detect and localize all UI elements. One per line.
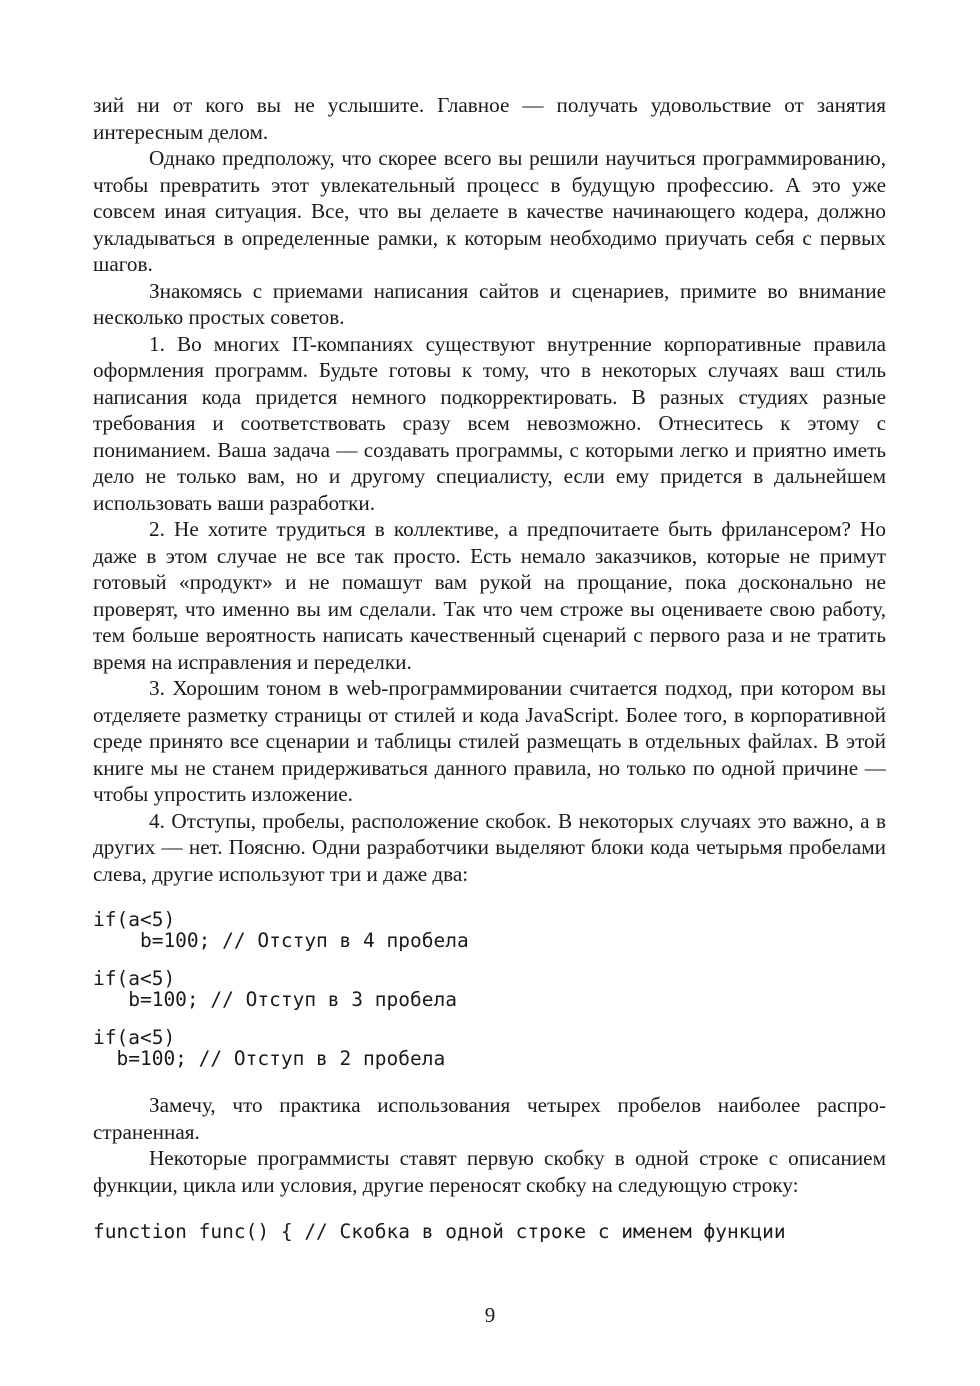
paragraph-continuation: зий ни от кого вы не услышите. Главное — получать удовольствие от занятия интересным делом.: [93, 93, 886, 144]
paragraph-advice-intro: Знакомясь с приемами написания сайтов и сценариев, примите во внимание несколько простых советов.: [93, 278, 886, 329]
page-number: 9: [484, 1303, 496, 1327]
paragraph-tip-4: 4. Отступы, пробелы, расположение скобок. В некоторых случаях это важно, а в других — нет. Поясню. Одни разработчики выделяют блоки кода четырьмя пробелами слева, другие используют три и даже два:: [93, 808, 886, 886]
code-example-3-spaces: if(a<5) b=100; // Отступ в 3 пробела: [93, 967, 457, 1011]
code-example-2-spaces: if(a<5) b=100; // Отступ в 2 пробела: [93, 1026, 446, 1070]
paragraph-brace-placement: Некоторые программисты ставят первую скобку в одной строке с описанием функции, цикла или условия, другие переносят скобку на следующую строку:: [93, 1146, 886, 1197]
paragraph-tip-1: 1. Во многих IT-компаниях существуют внутренние корпоративные правила оформления программ. Будьте готовы к тому, что в некоторых случаях ваш стиль написания кода придется немного подкорректировать. В разных студиях разные требования и соответствовать сразу всем невозможно. Отнеситесь к этому с пониманием. Ваша задача — создавать программы, с которыми легко и приятно иметь дело не только вам, но и другому специалисту, если ему придется в дальнейшем использовать ваши разработки.: [93, 331, 886, 515]
code-example-4-spaces: if(a<5) b=100; // Отступ в 4 пробела: [93, 908, 469, 952]
paragraph-tip-2: 2. Не хотите трудиться в коллективе, а предпочитаете быть фрилансером? Но даже в этом случае не все так просто. Есть немало заказчиков, которые не примут готовый «продукт» и не помашут вам рукой на прощание, пока досконально не проверят, что именно вы им сделали. Так что чем строже вы оцениваете свою работу, тем больше вероятность написать качественный сценарий с первого раза и не тратить время на исправления и переделки.: [93, 517, 886, 674]
code-example-function-brace: function func() { // Скобка в одной строке с именем функции: [93, 1220, 786, 1243]
paragraph-tip-3: 3. Хорошим тоном в web-программировании считается подход, при котором вы отделяете разметку страницы от стилей и кода JavaScript. Более того, в корпоративной среде принято все сценарии и таблицы стилей размещать в отдельных файлах. В этой книге мы не станем придерживаться данного правила, но только по одной причине — чтобы упростить изложение.: [93, 676, 886, 806]
paragraph-profession: Однако предположу, что скорее всего вы решили научиться программированию, чтобы превратить этот увлекательный процесс в будущую профессию. А это уже совсем иная ситуация. Все, что вы делаете в качестве начинающего кодера, должно укладываться в определенные рамки, к которым необходимо приучать себя с первых шагов.: [93, 146, 886, 276]
page-body: [93, 92, 886, 1242]
paragraph-four-spaces-note: Замечу, что практика использования четырех пробелов наиболее распространенная.: [93, 1093, 886, 1144]
